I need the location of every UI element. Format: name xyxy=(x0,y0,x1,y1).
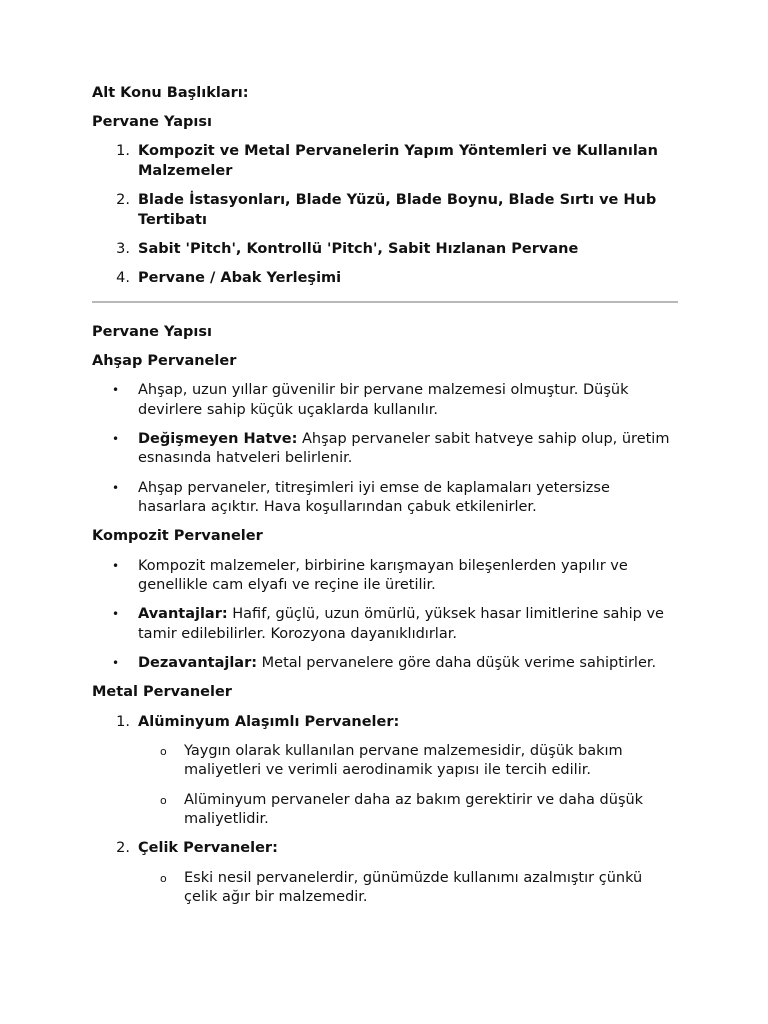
metal-propellers-heading: Metal Pervaneler xyxy=(92,684,232,701)
list-item-text: Pervane / Abak Yerleşimi xyxy=(138,270,342,287)
list-item xyxy=(92,269,678,289)
bullet-icon: • xyxy=(112,558,120,573)
list-item-title: Çelik Pervaneler: xyxy=(138,840,278,857)
list-item xyxy=(92,381,678,420)
subtopics-section-heading: Pervane Yapısı xyxy=(92,114,212,131)
list-item-text: Sabit 'Pitch', Kontrollü 'Pitch', Sabit Hızlanan Pervane xyxy=(138,240,579,257)
list-number: 2. xyxy=(116,840,130,857)
subtopics-title: Alt Konu Başlıkları: xyxy=(92,85,249,101)
composite-propellers-list xyxy=(92,557,678,674)
wood-propellers-list xyxy=(92,381,678,518)
list-item-text: Ahşap, uzun yıllar güvenilir bir pervane malzemesi olmuştur. Düşük devirlere sahip küçük uçaklarda kullanılır. xyxy=(138,382,629,418)
metal-propellers-list xyxy=(92,713,678,908)
list-number: 1. xyxy=(116,143,130,160)
sub-list xyxy=(138,869,678,908)
list-number: 3. xyxy=(116,240,130,257)
list-item xyxy=(92,839,678,907)
list-item xyxy=(92,479,678,518)
list-item-label: Avantajlar: xyxy=(138,606,228,623)
list-item-label: Değişmeyen Hatve: xyxy=(138,430,298,447)
list-number: 2. xyxy=(116,192,130,209)
subtopics-list xyxy=(92,142,678,288)
document-page xyxy=(92,84,678,917)
list-item-text: Metal pervanelere göre daha düşük verime sahiptirler. xyxy=(257,655,657,672)
sub-list-item-text: Eski nesil pervanelerdir, günümüzde kullanımı azalmıştır çünkü çelik ağır bir malzemedir. xyxy=(184,869,643,906)
list-item xyxy=(92,240,678,260)
sub-list-item-text: Alüminyum pervaneler daha az bakım gerektirir ve daha düşük maliyetlidir. xyxy=(184,791,644,828)
list-item-title: Alüminyum Alaşımlı Pervaneler: xyxy=(138,713,400,730)
list-item-text: Hafif, güçlü, uzun ömürlü, yüksek hasar limitlerine sahip ve tamir edilebilirler. Korozyona dayanıklıdırlar. xyxy=(138,606,664,642)
wood-propellers-heading: Ahşap Pervaneler xyxy=(92,352,237,369)
bullet-icon: • xyxy=(112,607,120,622)
list-item xyxy=(92,557,678,596)
circle-bullet-icon: o xyxy=(160,793,167,807)
bullet-icon: • xyxy=(112,656,120,671)
list-item-text: Kompozit ve Metal Pervanelerin Yapım Yöntemleri ve Kullanılan Malzemeler xyxy=(138,143,658,179)
list-item xyxy=(92,605,678,644)
sub-list-item xyxy=(138,742,678,781)
sub-list-item-text: Yaygın olarak kullanılan pervane malzemesidir, düşük bakım maliyetleri ve verimli aerodinamik yapısı ile tercih edilir. xyxy=(184,742,623,779)
section-divider xyxy=(92,301,678,303)
list-item-text: Kompozit malzemeler, birbirine karışmayan bileşenlerden yapılır ve genellikle cam elyafı ve reçine ile üretilir. xyxy=(138,557,628,594)
list-item-text: Ahşap pervaneler sabit hatveye sahip olup, üretim esnasında hatveleri belirlenir. xyxy=(138,430,670,467)
main-heading: Pervane Yapısı xyxy=(92,323,212,340)
circle-bullet-icon: o xyxy=(160,744,167,758)
list-number: 4. xyxy=(116,270,130,287)
list-number: 1. xyxy=(116,713,130,730)
composite-propellers-heading: Kompozit Pervaneler xyxy=(92,528,263,545)
list-item-text: Blade İstasyonları, Blade Yüzü, Blade Boynu, Blade Sırtı ve Hub Tertibatı xyxy=(138,192,657,228)
list-item xyxy=(92,713,678,830)
sub-list xyxy=(138,742,678,830)
circle-bullet-icon: o xyxy=(160,871,167,885)
list-item xyxy=(92,654,678,674)
bullet-icon: • xyxy=(112,431,120,446)
sub-list-item xyxy=(138,791,678,830)
sub-list-item xyxy=(138,869,678,908)
list-item xyxy=(92,142,678,181)
bullet-icon: • xyxy=(112,480,120,495)
list-item-text: Ahşap pervaneler, titreşimleri iyi emse de kaplamaları yetersizse hasarlara açıktır. Hava koşullarından çabuk etkilenirler. xyxy=(138,479,610,516)
bullet-icon: • xyxy=(112,383,120,398)
list-item-label: Dezavantajlar: xyxy=(138,655,258,672)
list-item xyxy=(92,430,678,469)
list-item xyxy=(92,191,678,230)
